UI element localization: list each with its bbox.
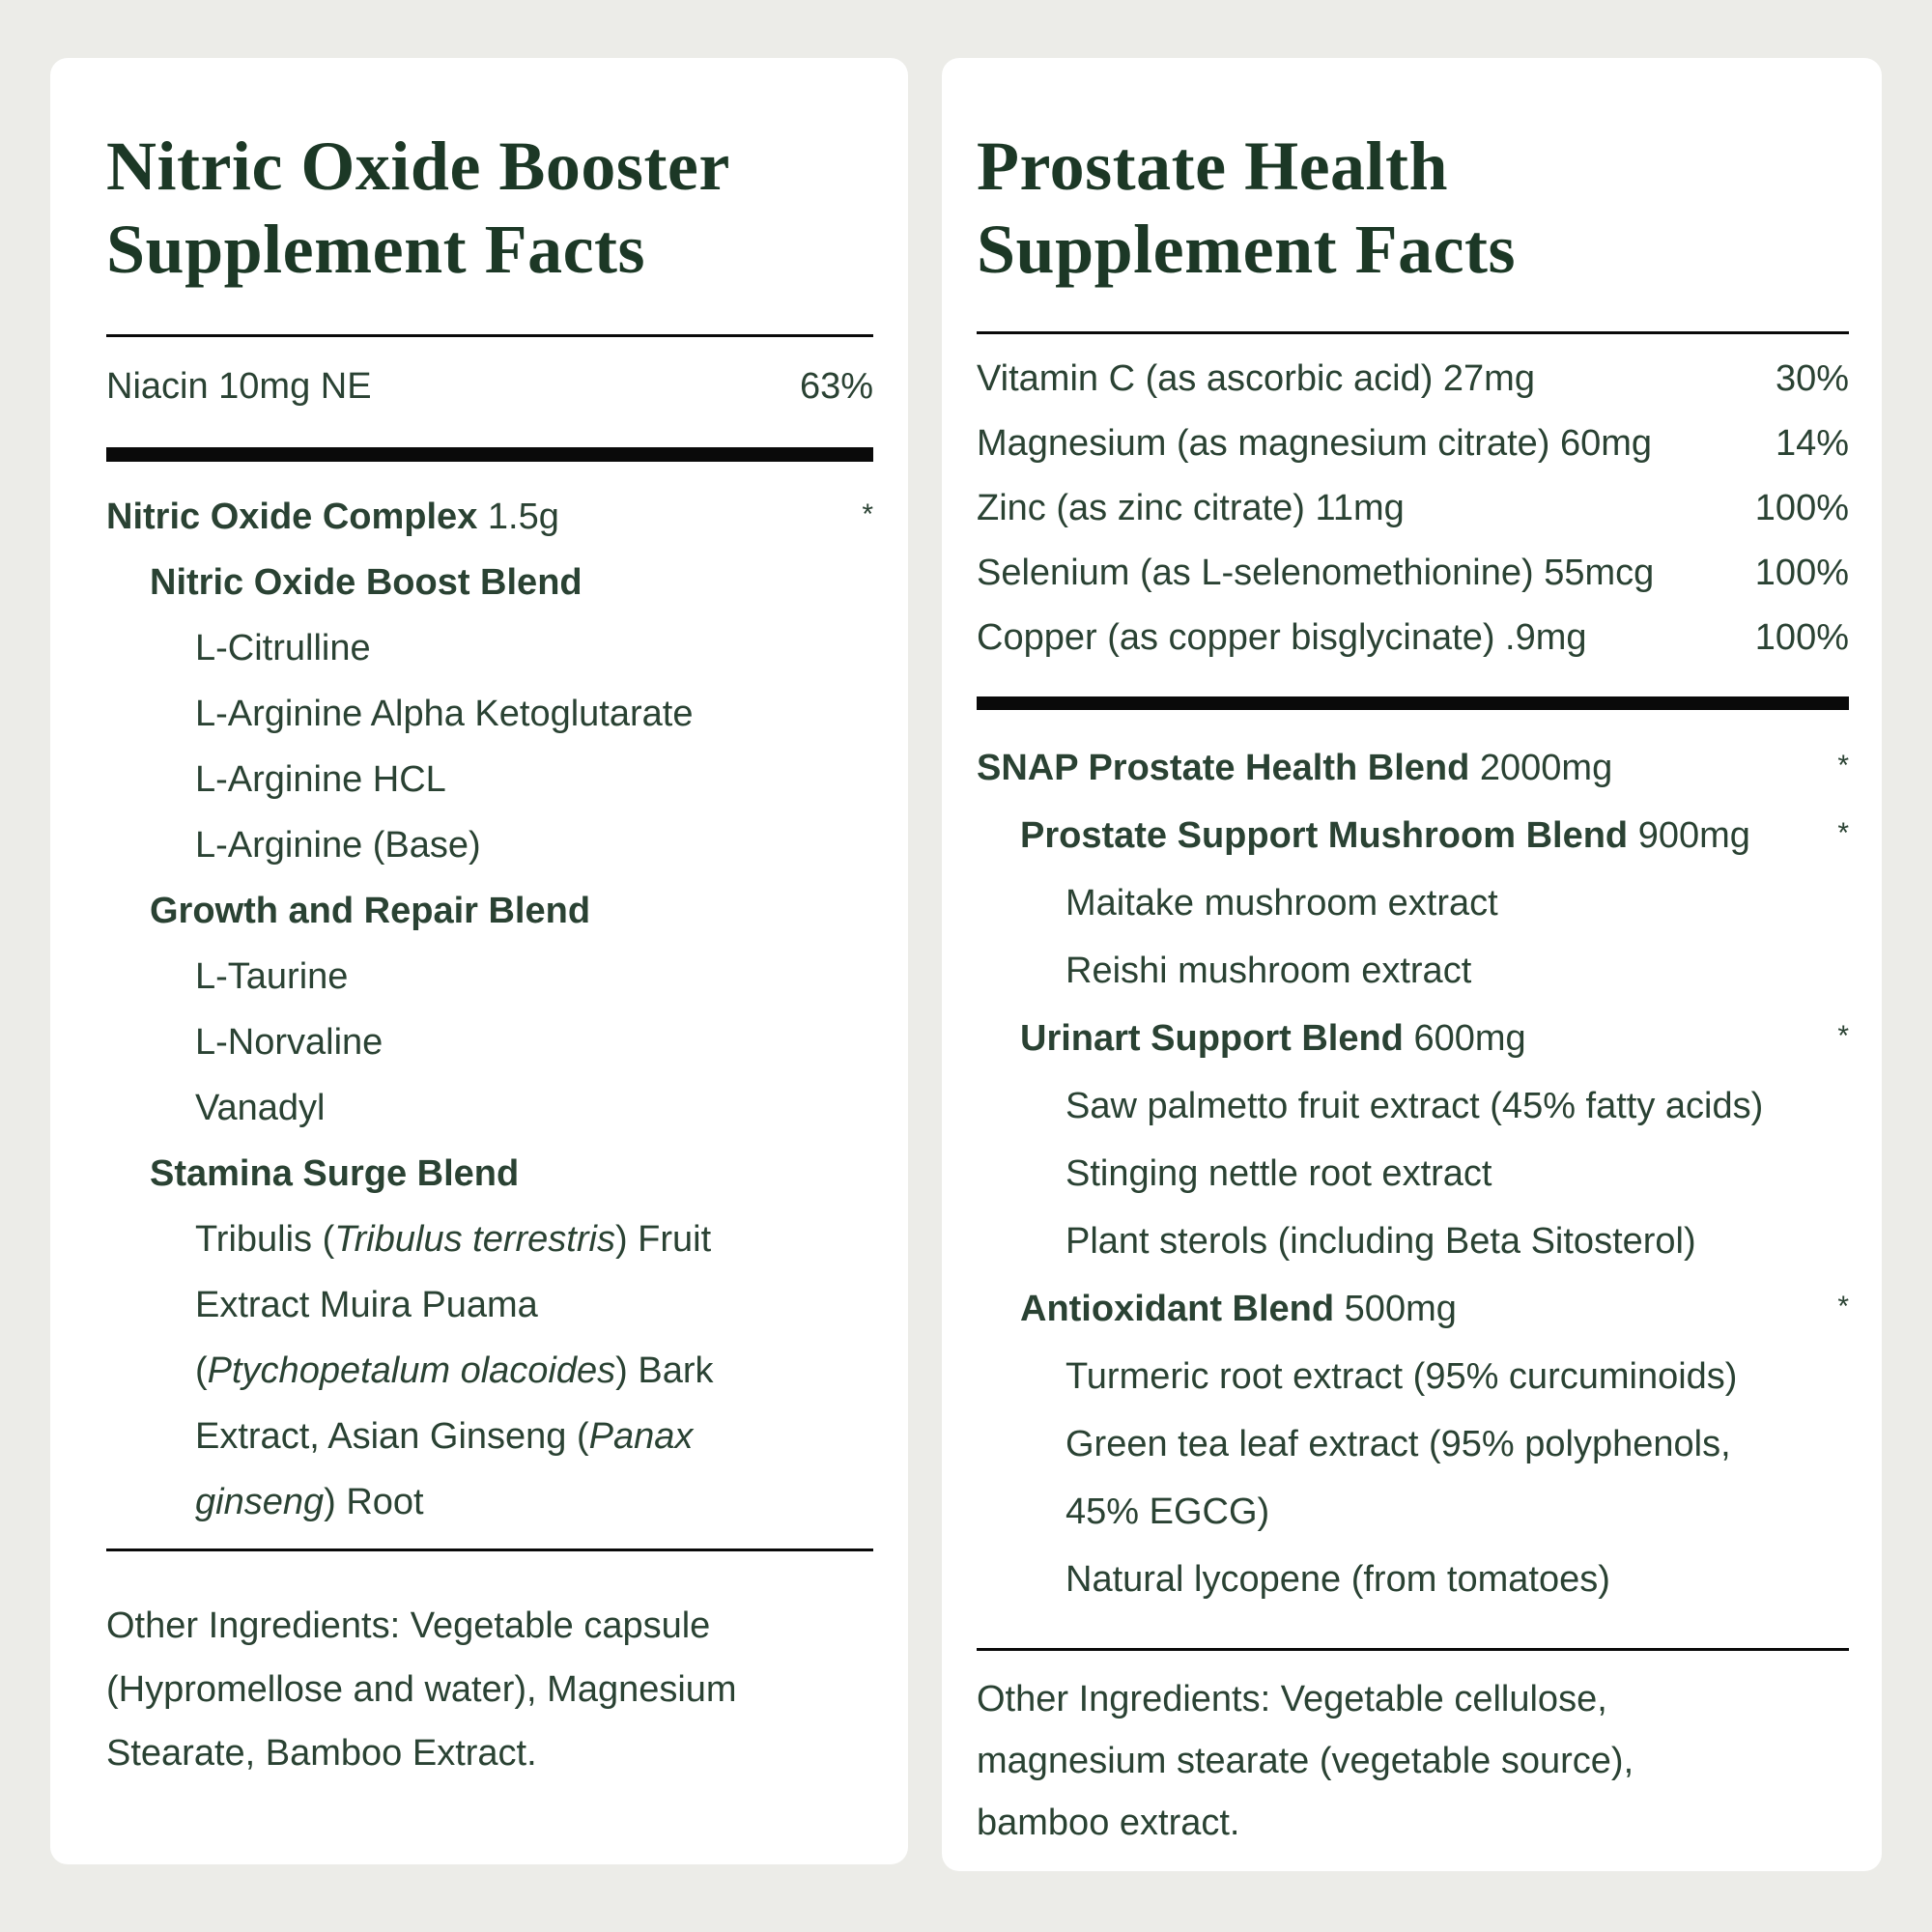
ingredient-item: Stinging nettle root extract (1065, 1152, 1492, 1194)
other-ingredients (977, 1668, 1849, 1854)
ingredient-item: Turmeric root extract (95% curcuminoids) (1065, 1355, 1738, 1397)
divider-thin (977, 331, 1849, 334)
ingredient-item: L-Taurine (195, 955, 349, 997)
ingredient-item: L-Arginine HCL (195, 758, 446, 800)
nutrient-dv: 63% (799, 365, 873, 407)
divider-thin (977, 1648, 1849, 1651)
other-ingredients (106, 1594, 873, 1785)
nutrient-row: Copper (as copper bisglycinate) .9mg 100% (977, 617, 1849, 658)
ingredient-item-wrapped-line: (Ptychopetalum olacoides) Bark (195, 1350, 714, 1391)
latin-name: ginseng (195, 1481, 325, 1522)
ingredient-item-wrapped-line: Extract, Asian Ginseng (Panax (195, 1415, 694, 1457)
prostate-health-panel (942, 58, 1882, 1871)
nutrient-label: Niacin 10mg NE (106, 365, 372, 407)
ingredient-item: Vanadyl (195, 1087, 326, 1128)
nutrient-row: Vitamin C (as ascorbic acid) 27mg 30% (977, 358, 1849, 399)
subblend-heading: Stamina Surge Blend (150, 1152, 520, 1194)
divider-thin (106, 334, 873, 337)
other-ingredients-line: bamboo extract. (977, 1803, 1240, 1843)
subblend-name: Prostate Support Mushroom Blend (1020, 814, 1629, 856)
ingredient-list (106, 484, 873, 1535)
blend-list (977, 734, 1849, 1613)
blend-amount: 1.5g (487, 496, 559, 537)
ingredient-item-wrapped-line: ginseng) Root (195, 1481, 424, 1522)
subblend-heading: Growth and Repair Blend (150, 890, 591, 931)
other-ingredients-line: Other Ingredients: Vegetable cellulose, (977, 1679, 1607, 1719)
subblend-amount: 600mg (1413, 1017, 1526, 1059)
ingredient-item: L-Citrulline (195, 627, 371, 668)
subblend-amount: 500mg (1344, 1288, 1457, 1329)
ingredient-item: Plant sterols (including Beta Sitosterol) (1065, 1220, 1696, 1262)
other-ingredients-line: Stearate, Bamboo Extract. (106, 1733, 537, 1774)
other-ingredients-line: magnesium stearate (vegetable source), (977, 1741, 1634, 1781)
title-line-2: Supplement Facts (106, 211, 646, 288)
nitric-oxide-panel-title (106, 125, 873, 291)
ingredient-item: Maitake mushroom extract (1065, 882, 1498, 923)
blend-name: SNAP Prostate Health Blend (977, 747, 1470, 788)
ingredient-item: Saw palmetto fruit extract (45% fatty acids) (1065, 1085, 1764, 1126)
subblend-row (977, 1005, 1849, 1072)
subblend-row (977, 1275, 1849, 1343)
other-ingredients-line: (Hypromellose and water), Magnesium (106, 1669, 737, 1710)
subblend-amount: 900mg (1637, 814, 1750, 856)
ingredient-item-wrapped-line: 45% EGCG) (1065, 1491, 1270, 1532)
nutrient-row: Magnesium (as magnesium citrate) 60mg 14% (977, 423, 1849, 464)
divider-thick (106, 447, 873, 462)
daily-value-asterisk: * (862, 498, 873, 530)
ingredient-item: L-Arginine Alpha Ketoglutarate (195, 693, 694, 734)
nutrient-row-niacin (106, 354, 873, 419)
blend-amount: 2000mg (1479, 747, 1613, 788)
subblend-row (977, 802, 1849, 869)
nutrient-row: Zinc (as zinc citrate) 11mg 100% (977, 488, 1849, 528)
ingredient-item-wrapped-line: Tribulis (Tribulus terrestris) Fruit (195, 1218, 712, 1260)
ingredient-item: L-Norvaline (195, 1021, 384, 1063)
title-line-1: Nitric Oxide Booster (106, 128, 730, 205)
ingredient-item: L-Arginine (Base) (195, 824, 481, 866)
divider-thick (977, 696, 1849, 710)
ingredient-item: Reishi mushroom extract (1065, 950, 1472, 991)
ingredient-item-wrapped-line: Green tea leaf extract (95% polyphenols, (1065, 1423, 1731, 1464)
latin-name: Panax (588, 1415, 694, 1457)
prostate-panel-title (977, 125, 1849, 291)
latin-name: Tribulus terrestris (334, 1218, 615, 1260)
other-ingredients-line: Other Ingredients: Vegetable capsule (106, 1605, 711, 1646)
blend-name-amount (106, 497, 559, 538)
ingredient-item: Natural lycopene (from tomatoes) (1065, 1558, 1610, 1600)
daily-value-asterisk: * (1837, 1020, 1849, 1052)
daily-value-asterisk: * (1837, 817, 1849, 849)
daily-value-asterisk: * (1837, 750, 1849, 781)
ingredient-item-wrapped-line: Extract Muira Puama (195, 1284, 538, 1325)
blend-row-complex (106, 484, 873, 550)
nutrient-row: Selenium (as L-selenomethionine) 55mcg 100% (977, 553, 1849, 593)
subblend-heading: Nitric Oxide Boost Blend (150, 561, 582, 603)
title-line-2: Supplement Facts (977, 211, 1517, 288)
blend-name: Nitric Oxide Complex (106, 496, 478, 537)
title-line-1: Prostate Health (977, 128, 1449, 205)
nitric-oxide-panel (50, 58, 908, 1864)
subblend-name: Urinart Support Blend (1020, 1017, 1404, 1059)
daily-value-asterisk: * (1837, 1291, 1849, 1322)
divider-thin (106, 1548, 873, 1551)
blend-row-snap (977, 734, 1849, 802)
subblend-name: Antioxidant Blend (1020, 1288, 1335, 1329)
latin-name: Ptychopetalum olacoides (207, 1350, 616, 1391)
nutrient-list (977, 347, 1849, 670)
